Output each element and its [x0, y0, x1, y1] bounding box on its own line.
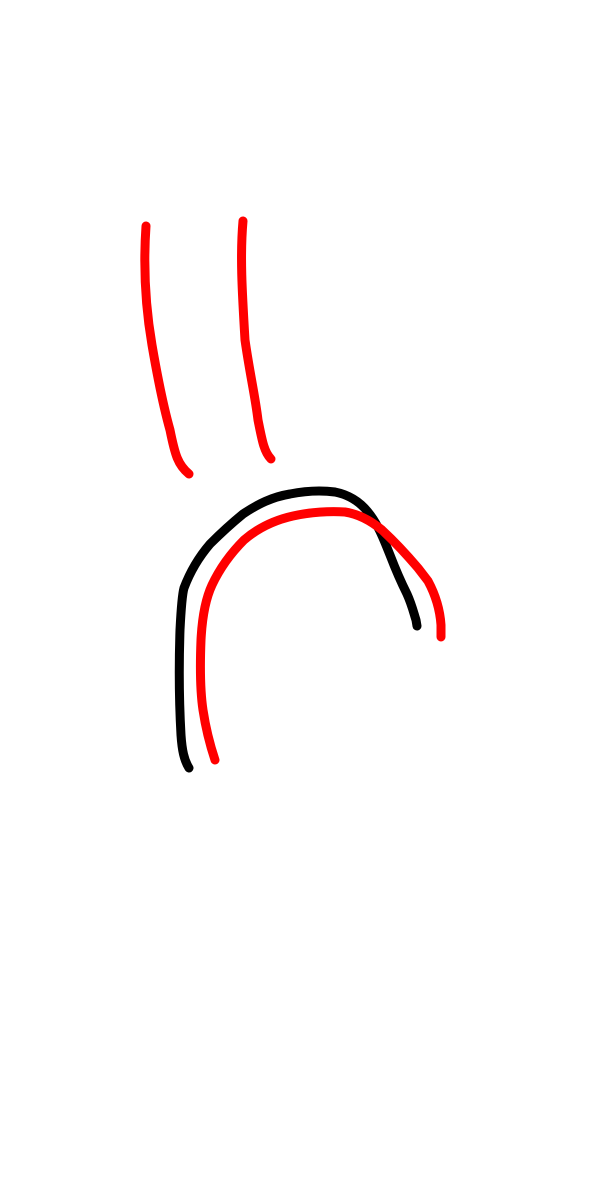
stroke-left-vertical: [145, 226, 189, 474]
stroke-red-arch: [200, 512, 441, 760]
stroke-right-vertical: [242, 221, 271, 459]
